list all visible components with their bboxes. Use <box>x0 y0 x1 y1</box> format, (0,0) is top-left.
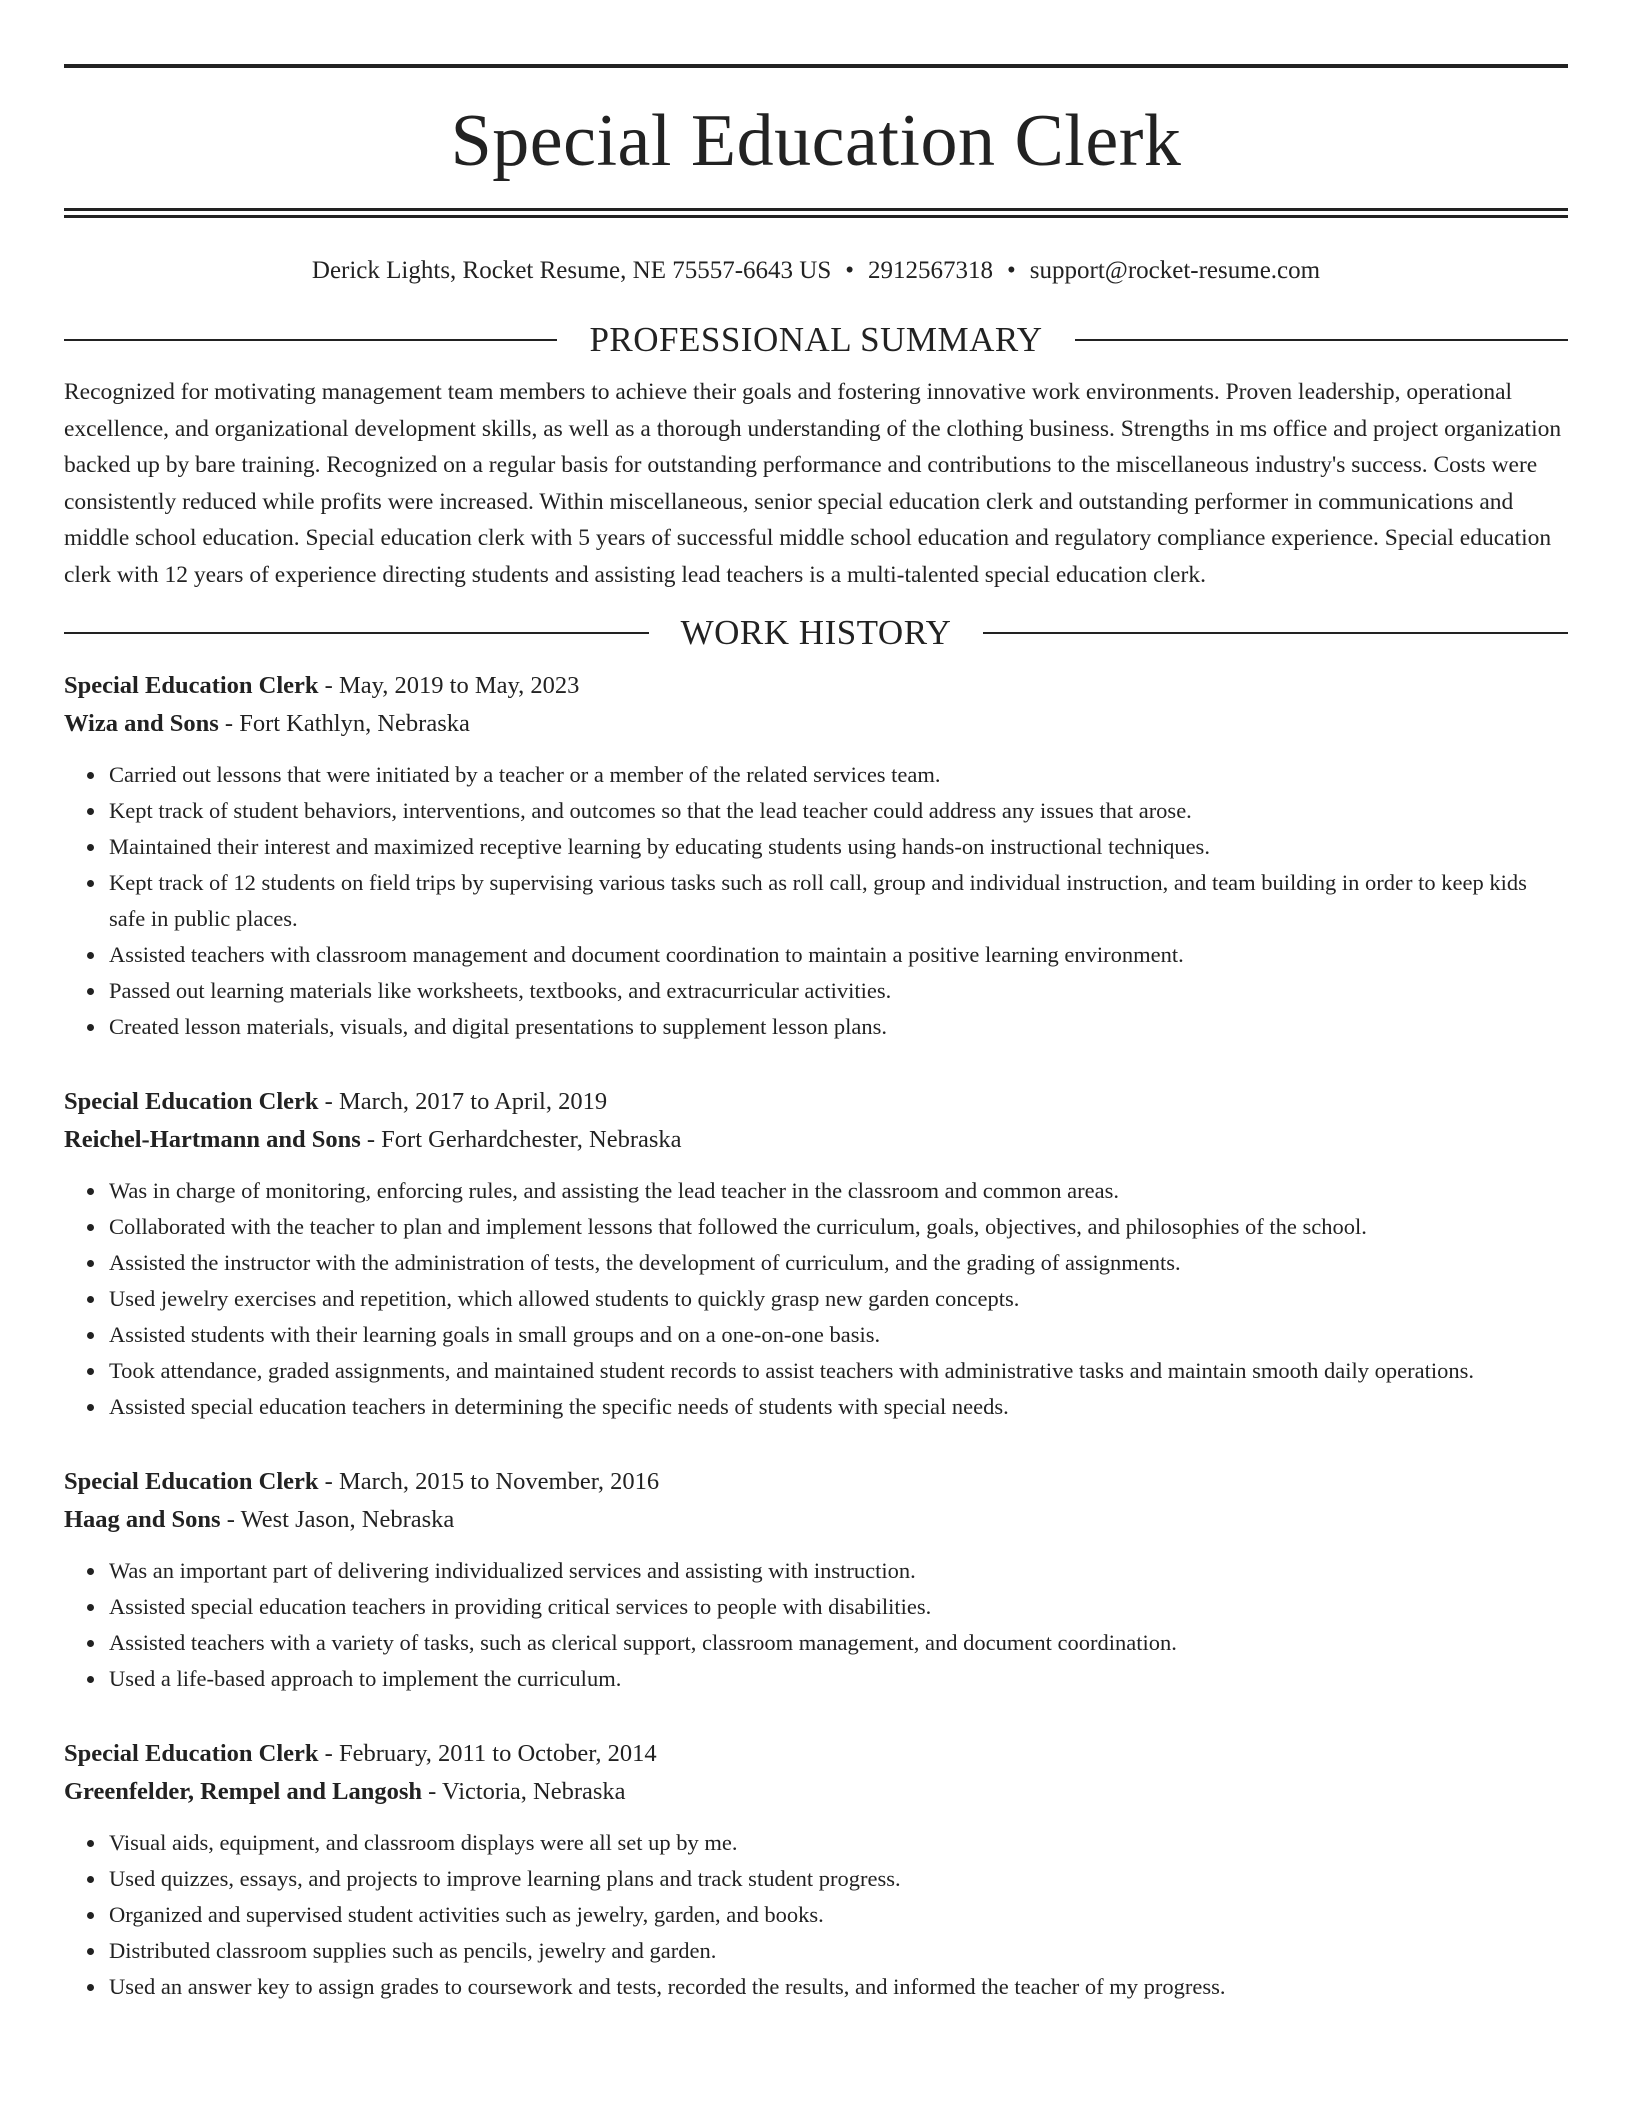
job-bullet: • Assisted the instructor with the administration of tests, the development of curriculum, and the grading of assignments. <box>107 1245 1568 1281</box>
job-bullet: • Passed out learning materials like worksheets, textbooks, and extracurricular activities. <box>107 973 1568 1009</box>
summary-title: PROFESSIONAL SUMMARY <box>589 320 1043 359</box>
job-location: - Fort Gerhardchester, Nebraska <box>360 1126 682 1153</box>
heading-rule-left <box>64 632 649 634</box>
job-role-line <box>64 1083 1568 1121</box>
job-bullet: • Collaborated with the teacher to plan and implement lessons that followed the curriculum, goals, objectives, and philosophies of the school. <box>107 1209 1568 1245</box>
job-location: - Fort Kathlyn, Nebraska <box>218 710 470 737</box>
job-dates: - May, 2019 to May, 2023 <box>318 672 580 699</box>
job-role-line <box>64 1463 1568 1501</box>
job-dates: - March, 2015 to November, 2016 <box>318 1468 660 1495</box>
job-bullet: • Used quizzes, essays, and projects to improve learning plans and track student progress. <box>107 1861 1568 1897</box>
job-bullet-list <box>64 1173 1568 1425</box>
job-bullet-list <box>64 1553 1568 1697</box>
contact-email: support@rocket-resume.com <box>1029 257 1321 284</box>
job-role-line <box>64 667 1568 705</box>
job-bullet-list <box>64 1825 1568 2005</box>
job-company: Wiza and Sons <box>64 710 219 737</box>
job-company: Haag and Sons <box>64 1506 221 1533</box>
job-location: - West Jason, Nebraska <box>220 1506 455 1533</box>
job-location: - Victoria, Nebraska <box>422 1778 626 1805</box>
job-entry <box>64 1083 1568 1425</box>
job-bullet: • Assisted students with their learning goals in small groups and on a one-on-one basis. <box>107 1317 1568 1353</box>
heading-rule-right <box>983 632 1568 634</box>
job-bullet: • Carried out lessons that were initiated by a teacher or a member of the related services team. <box>107 757 1568 793</box>
job-bullet: • Assisted teachers with a variety of tasks, such as clerical support, classroom management, and document coordination. <box>107 1625 1568 1661</box>
job-bullet: • Was an important part of delivering individualized services and assisting with instruction. <box>107 1553 1568 1589</box>
job-company-line <box>64 705 1568 743</box>
job-company-line <box>64 1773 1568 1811</box>
contact-line <box>64 256 1568 286</box>
job-entry <box>64 1735 1568 2005</box>
job-dates: - March, 2017 to April, 2019 <box>318 1088 608 1115</box>
job-bullet: • Maintained their interest and maximized receptive learning by educating students using hands-on instructional techniques. <box>107 829 1568 865</box>
contact-separator: • <box>1007 257 1016 284</box>
job-bullet: • Assisted special education teachers in determining the specific needs of students with special needs. <box>107 1389 1568 1425</box>
job-bullet-list <box>64 757 1568 1045</box>
job-company-line <box>64 1121 1568 1159</box>
job-bullet: • Kept track of student behaviors, interventions, and outcomes so that the lead teacher could address any issues that arose. <box>107 793 1568 829</box>
job-role: Special Education Clerk <box>64 672 319 699</box>
resume-title: Special Education Clerk <box>450 100 1182 182</box>
job-company-line <box>64 1501 1568 1539</box>
summary-text: Recognized for motivating management team members to achieve their goals and fostering innovative work environments. Proven leadership, operational excellence, and organizational development skills, as well as a thorough understanding of the clothing business. Strengths in ms office and project organization backed up by bare training. Recognized on a regular basis for outstanding performance and contributions to the miscellaneous industry's success. Costs were consistently reduced while profits were increased. Within miscellaneous, senior special education clerk and outstanding performer in communications and middle school education. Special education clerk with 5 years of successful middle school education and regulatory compliance experience. Special education clerk with 12 years of experience directing students and assisting lead teachers is a multi-talented special education clerk. <box>64 379 1562 588</box>
job-bullet: • Visual aids, equipment, and classroom displays were all set up by me. <box>107 1825 1568 1861</box>
contact-phone: 2912567318 <box>868 257 994 284</box>
heading-rule-right <box>1075 339 1568 341</box>
job-role: Special Education Clerk <box>64 1740 319 1767</box>
job-bullet: • Used an answer key to assign grades to coursework and tests, recorded the results, and informed the teacher of my progress. <box>107 1969 1568 2005</box>
job-bullet: • Used a life-based approach to implement the curriculum. <box>107 1661 1568 1697</box>
job-company: Reichel-Hartmann and Sons <box>64 1126 361 1153</box>
job-company: Greenfelder, Rempel and Langosh <box>64 1778 422 1805</box>
job-bullet: • Organized and supervised student activities such as jewelry, garden, and books. <box>107 1897 1568 1933</box>
work-title: WORK HISTORY <box>680 613 952 652</box>
contact-separator: • <box>845 257 855 284</box>
job-bullet: • Was in charge of monitoring, enforcing rules, and assisting the lead teacher in the classroom and common areas. <box>107 1173 1568 1209</box>
job-entry <box>64 1463 1568 1697</box>
work-history-list <box>64 667 1568 2005</box>
job-bullet: • Used jewelry exercises and repetition, which allowed students to quickly grasp new garden concepts. <box>107 1281 1568 1317</box>
job-bullet: • Kept track of 12 students on field trips by supervising various tasks such as roll call, group and individual instruction, and team building in order to keep kids safe in public places. <box>107 865 1568 937</box>
contact-address: Derick Lights, Rocket Resume, NE 75557-6643 US <box>311 257 832 284</box>
title-double-rule <box>64 208 1568 218</box>
job-dates: - February, 2011 to October, 2014 <box>318 1740 657 1767</box>
job-role: Special Education Clerk <box>64 1468 319 1495</box>
summary-section-heading <box>64 320 1568 360</box>
job-role: Special Education Clerk <box>64 1088 319 1115</box>
job-bullet: • Created lesson materials, visuals, and digital presentations to supplement lesson plans. <box>107 1009 1568 1045</box>
resume-content <box>64 64 1568 2005</box>
job-entry <box>64 667 1568 1045</box>
work-section-heading <box>64 613 1568 653</box>
job-bullet: • Assisted special education teachers in providing critical services to people with disabilities. <box>107 1589 1568 1625</box>
job-bullet: • Assisted teachers with classroom management and document coordination to maintain a positive learning environment. <box>107 937 1568 973</box>
job-bullet: • Took attendance, graded assignments, and maintained student records to assist teachers with administrative tasks and maintain smooth daily operations. <box>107 1353 1568 1389</box>
heading-rule-left <box>64 339 557 341</box>
job-role-line <box>64 1735 1568 1773</box>
job-bullet: • Distributed classroom supplies such as pencils, jewelry and garden. <box>107 1933 1568 1969</box>
top-rule <box>64 64 1568 68</box>
